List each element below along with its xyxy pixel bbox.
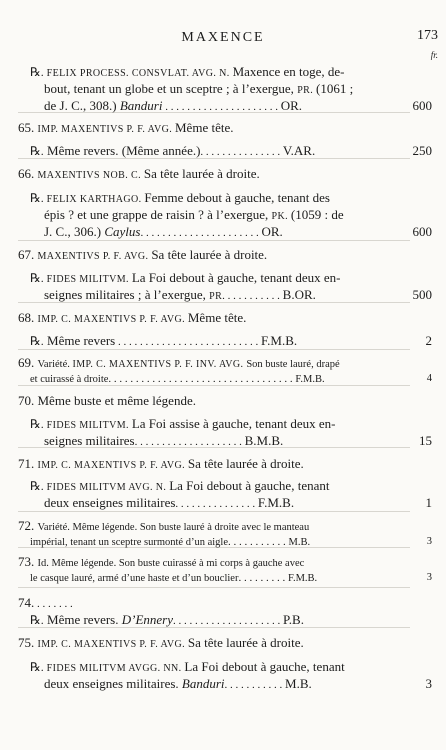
text: Même tête.	[187, 310, 247, 325]
line-text	[30, 143, 380, 160]
catalog-line	[0, 287, 446, 303]
catalog-line	[0, 333, 446, 349]
leader-dots: . . . . . . . . . . . . . . .	[200, 146, 283, 158]
entry-number: 72.	[18, 519, 38, 533]
legend-text: FELIX KARTHAGO.	[43, 194, 145, 205]
legend-text: FELIX PROCESS. CONSVLAT. AVG. N.	[43, 68, 233, 79]
legend-text: MAXENTIVS NOB. C.	[37, 170, 144, 181]
line-text	[18, 166, 318, 184]
text: La Foi assise à gauche, tenant deux en-	[131, 416, 336, 431]
entry-number: 75.	[18, 635, 38, 650]
legend-text: PK.	[271, 211, 291, 222]
entry-number: 68.	[18, 310, 38, 325]
catalog-line	[0, 166, 446, 182]
price-value: 3	[425, 676, 432, 691]
legend-text: FIDES MILITVM.	[43, 274, 132, 285]
page-title: MAXENCE	[181, 30, 265, 45]
line-text	[30, 612, 380, 629]
text: Même revers.	[43, 612, 122, 627]
line-text	[44, 287, 386, 305]
author-name: D’Ennery	[121, 612, 173, 627]
leader-dots: . . . . . . . . . . . . . . . . . . . .	[173, 615, 283, 627]
line-text	[18, 120, 318, 138]
text: Sa tête laurée à droite.	[187, 635, 304, 650]
column-label: fr.	[430, 50, 438, 60]
leader-dots: . . . . . . . . .	[238, 572, 288, 584]
leader-dots: . . . . . . . . . . .	[224, 679, 286, 691]
leader-dots: . . . . . . .	[34, 598, 73, 610]
line-text	[44, 676, 386, 693]
line-text	[18, 555, 410, 571]
catalog-line	[0, 64, 446, 80]
catalog-line	[0, 535, 446, 549]
entry-number: 69.	[18, 356, 38, 370]
text: Variété. Même légende. Son buste lauré à droite avec le manteau	[37, 522, 310, 533]
author-name: Caylus	[104, 224, 141, 239]
line-text	[30, 535, 390, 550]
text: (1061 ;	[316, 81, 354, 96]
text: Sa tête laurée à droite.	[143, 166, 260, 181]
catalog-line	[0, 98, 446, 114]
price-value: 1	[425, 495, 432, 510]
price-value: 15	[419, 433, 432, 448]
entry-number: 70.	[18, 393, 38, 408]
catalog-line	[0, 207, 446, 223]
price-value: 600	[412, 224, 432, 239]
text: (1059 : de	[290, 207, 344, 222]
entry-number: 65.	[18, 120, 38, 135]
entry-divider	[18, 587, 410, 588]
text: deux enseignes militaires	[44, 495, 176, 510]
text: M.B.	[285, 676, 312, 691]
entry-number: 74.	[18, 595, 35, 610]
catalog-line	[0, 143, 446, 159]
entry-number: 73.	[18, 555, 38, 569]
reverse-mark: ℞.	[30, 334, 44, 348]
price-value: 2	[425, 333, 432, 348]
text: seignes militaires ; à l’exergue,	[44, 287, 210, 302]
leader-dots: . . . . . . . . . . . . . . . . . . . . . .	[140, 227, 262, 239]
catalog-line	[0, 224, 446, 240]
text: le casque lauré, armé d’une haste et d’un bouclier	[30, 573, 239, 584]
line-text	[44, 98, 344, 115]
line-text	[44, 81, 410, 99]
line-text	[30, 372, 390, 387]
text: La Foi debout à gauche, tenant	[184, 659, 345, 674]
leader-dots: . . . . . . . . . . . . . . . . . . . .	[134, 436, 245, 448]
catalog-line	[0, 372, 446, 386]
catalog-line	[0, 433, 446, 449]
reverse-mark: ℞.	[30, 271, 44, 285]
line-text	[18, 456, 398, 474]
catalog-line	[0, 416, 446, 432]
price-value: 250	[412, 143, 432, 158]
catalog-line	[0, 310, 446, 326]
legend-text: IMP. C. MAXENTIVS P. F. INV. AVG.	[72, 359, 247, 370]
catalog-line	[0, 555, 446, 569]
catalog-line	[0, 478, 446, 494]
text: Id. Même légende. Son buste cuirassé à mi corps à gauche avec	[37, 558, 305, 569]
text: bout, tenant un globe et un sceptre ; à l’exergue,	[44, 81, 298, 96]
line-text	[30, 478, 410, 496]
catalog-line	[0, 393, 446, 409]
legend-text: PR	[209, 291, 223, 302]
line-text	[18, 310, 318, 328]
legend-text: PR.	[297, 85, 317, 96]
text: de J. C., 308.)	[44, 98, 120, 113]
line-text	[18, 393, 318, 409]
text: seignes militaires	[44, 433, 135, 448]
legend-text: FIDES MILITVM.	[43, 420, 132, 431]
catalog-line	[0, 659, 446, 675]
reverse-mark: ℞.	[30, 65, 44, 79]
price-value: 500	[412, 287, 432, 302]
catalog-line	[0, 81, 446, 97]
text: La Foi debout à gauche, tenant	[169, 478, 330, 493]
text: Même revers. (Même année.)	[43, 143, 201, 158]
text: Maxence en toge, de-	[232, 64, 345, 79]
text: impérial, tenant un sceptre surmonté d’un aigle	[30, 537, 228, 548]
catalog-line	[0, 612, 446, 628]
line-text	[30, 190, 410, 208]
catalog-line	[0, 635, 446, 651]
line-text	[30, 416, 410, 434]
line-text	[30, 659, 410, 677]
line-text	[30, 64, 410, 82]
leader-dots: . . . . . . . . . . .	[222, 290, 283, 302]
catalog-line	[0, 495, 446, 511]
legend-text: FIDES MILITVM AVG. N.	[43, 482, 170, 493]
text: Même buste et même légende.	[37, 393, 196, 408]
line-text	[18, 595, 98, 612]
catalog-line	[0, 595, 446, 611]
reverse-mark: ℞.	[30, 479, 44, 493]
reverse-mark: ℞.	[30, 191, 44, 205]
leader-dots: . . . . . . . . . . . . . . .	[175, 498, 258, 510]
price-value: 3	[426, 572, 432, 583]
text: deux enseignes militaires.	[44, 676, 182, 691]
author-name: Banduri	[181, 676, 225, 691]
line-text	[30, 571, 390, 586]
text: Sa tête laurée à droite.	[187, 456, 304, 471]
text: OR.	[261, 224, 283, 239]
legend-text: IMP. C. MAXENTIVS P. F. AVG.	[37, 460, 188, 471]
line-text	[30, 333, 382, 350]
author-name: Banduri	[119, 98, 163, 113]
text: Variété.	[37, 359, 73, 370]
line-text	[30, 270, 410, 288]
text: F.M.B.	[257, 495, 295, 510]
legend-text: IMP. C. MAXENTIVS P. F. AVG.	[37, 639, 188, 650]
reverse-mark: ℞.	[30, 417, 44, 431]
text: Femme debout à gauche, tenant des	[144, 190, 330, 205]
leader-dots: . . . . . . . . . . . . . . . . . . . . .	[162, 101, 281, 113]
legend-text: MAXENTIVS P. F. AVG.	[37, 251, 152, 262]
price-value: 600	[412, 98, 432, 113]
entry-number: 66.	[18, 166, 38, 181]
text: épis ? et une grappe de raisin ? à l’exergue,	[44, 207, 272, 222]
text: OR.	[280, 98, 303, 113]
line-text	[44, 495, 386, 512]
line-text	[18, 635, 398, 653]
catalog-line	[0, 270, 446, 286]
line-text	[44, 433, 386, 450]
line-text	[44, 207, 410, 225]
catalog-line	[0, 356, 446, 370]
text: et cuirassé à droite	[30, 374, 109, 385]
legend-text: IMP. C. MAXENTIVS P. F. AVG.	[37, 314, 188, 325]
text: B.M.B.	[244, 433, 284, 448]
catalog-line	[0, 120, 446, 136]
text: Même tête.	[175, 120, 234, 135]
leader-dots: . . . . . . . . . . . . . . . . . . . . . . . . . .	[115, 336, 261, 348]
leader-dots: . . . . . . . . . . . . . . . . . . . . . . . . . . . . . . . . . .	[108, 373, 296, 385]
text: La Foi debout à gauche, tenant deux en-	[131, 270, 341, 285]
text: B.OR.	[282, 287, 316, 302]
catalog-line	[0, 456, 446, 472]
price-value: 4	[426, 373, 432, 384]
line-text	[44, 224, 344, 241]
reverse-mark: ℞.	[30, 660, 44, 674]
catalog-line	[0, 571, 446, 585]
text: Même revers	[43, 333, 116, 348]
text: M.B.	[288, 537, 311, 548]
leader-dots: . . . . . . . . . . .	[227, 536, 289, 548]
text: J. C., 306.)	[44, 224, 105, 239]
page-number: 173	[417, 28, 438, 43]
entry-number: 71.	[18, 456, 38, 471]
text: P.B.	[283, 612, 304, 627]
entry-number: 67.	[18, 247, 38, 262]
text: Son buste lauré, drapé	[246, 359, 340, 370]
line-text	[18, 356, 398, 372]
text: F.M.B.	[295, 374, 325, 385]
catalog-line	[0, 247, 446, 263]
catalog-line	[0, 676, 446, 692]
price-value: 3	[426, 536, 432, 547]
line-text	[18, 247, 318, 265]
catalog-line	[0, 519, 446, 533]
line-text	[18, 519, 410, 535]
text: V.AR.	[282, 143, 316, 158]
text: Sa tête laurée à droite.	[151, 247, 268, 262]
text: F.M.B.	[260, 333, 298, 348]
reverse-mark: ℞.	[30, 613, 44, 627]
legend-text: IMP. MAXENTIVS P. F. AVG.	[37, 124, 175, 135]
legend-text: FIDES MILITVM AVGG. NN.	[43, 663, 185, 674]
catalog-line	[0, 190, 446, 206]
text: F.M.B.	[287, 573, 318, 584]
reverse-mark: ℞.	[30, 144, 44, 158]
